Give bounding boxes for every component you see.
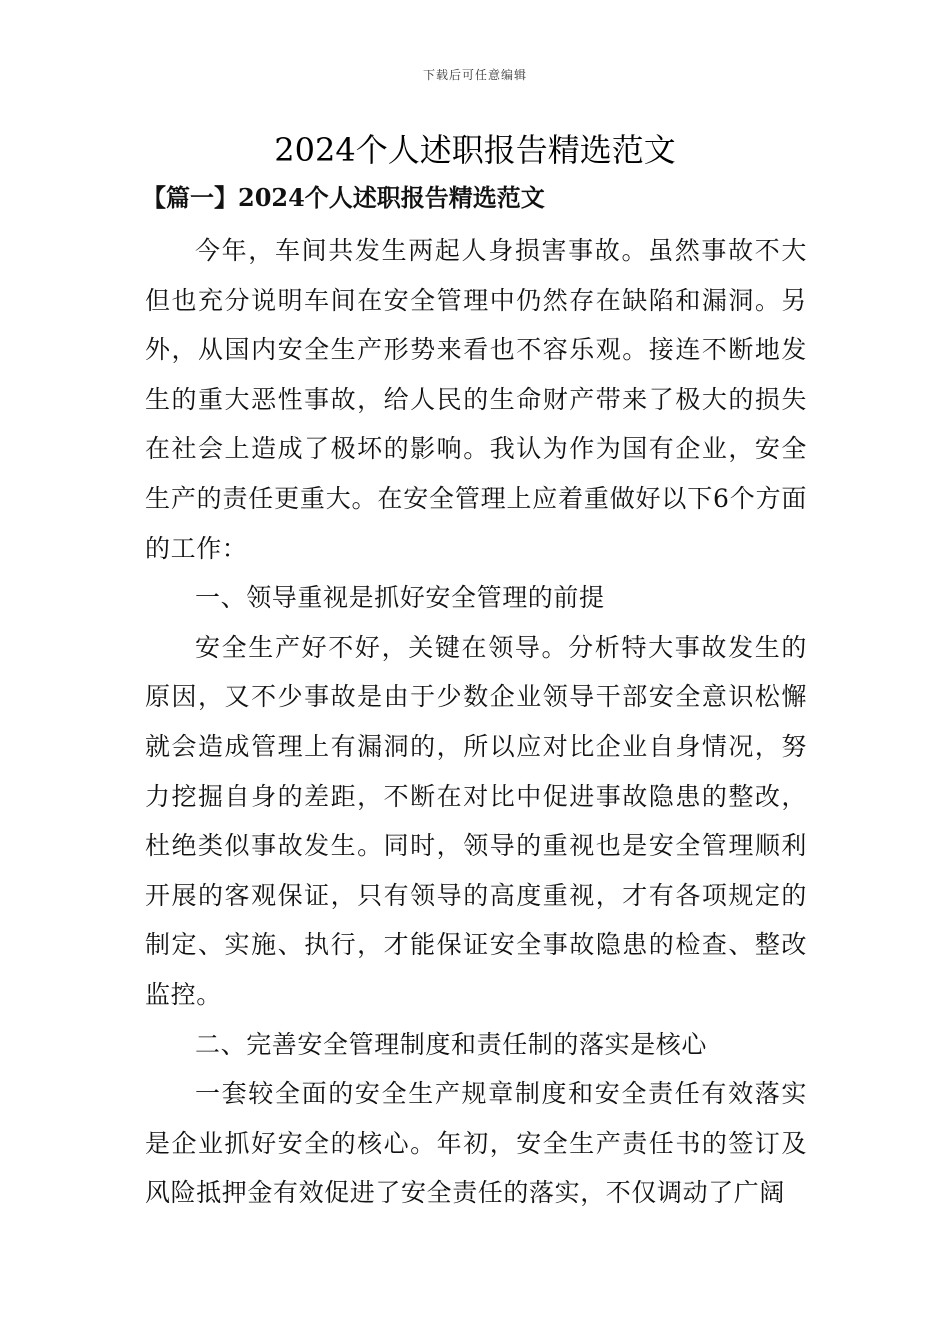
subheading-system: 二、完善安全管理制度和责任制的落实是核心 [195,1029,708,1059]
document-title: 2024个人述职报告精选范文 [274,131,676,169]
document-body [145,226,807,1218]
paragraph-intro: 今年，车间共发生两起人身损害事故。虽然事故不大但也充分说明车间在安全管理中仍然存在缺陷和漏洞。另外，从国内安全生产形势来看也不容乐观。接连不断地发生的重大恶性事故，给人民的生命财产带来了极大的损失在社会上造成了极坏的影响。我认为作为国有企业，安全生产的责任更重大。在安全管理上应着重做好以下6个方面的工作： [145,236,807,563]
paragraph-leadership: 安全生产好不好，关键在领导。分析特大事故发生的原因，又不少事故是由于少数企业领导干部安全意识松懈就会造成管理上有漏洞的，所以应对比企业自身情况，努力挖掘自身的差距，不断在对比中促进事故隐患的整改，杜绝类似事故发生。同时，领导的重视也是安全管理顺利开展的客观保证，只有领导的高度重视，才有各项规定的制定、实施、执行，才能保证安全事故隐患的检查、整改监控。 [145,632,807,1009]
section-heading: 【篇一】2024个人述职报告精选范文 [142,183,545,212]
header-note: 下载后可任意编辑 [422,68,527,82]
subheading-leadership: 一、领导重视是抓好安全管理的前提 [195,583,605,613]
paragraph-system: 一套较全面的安全生产规章制度和安全责任有效落实是企业抓好安全的核心。年初，安全生产责任书的签订及风险抵押金有效促进了安全责任的落实，不仅调动了广阔 [145,1079,807,1208]
